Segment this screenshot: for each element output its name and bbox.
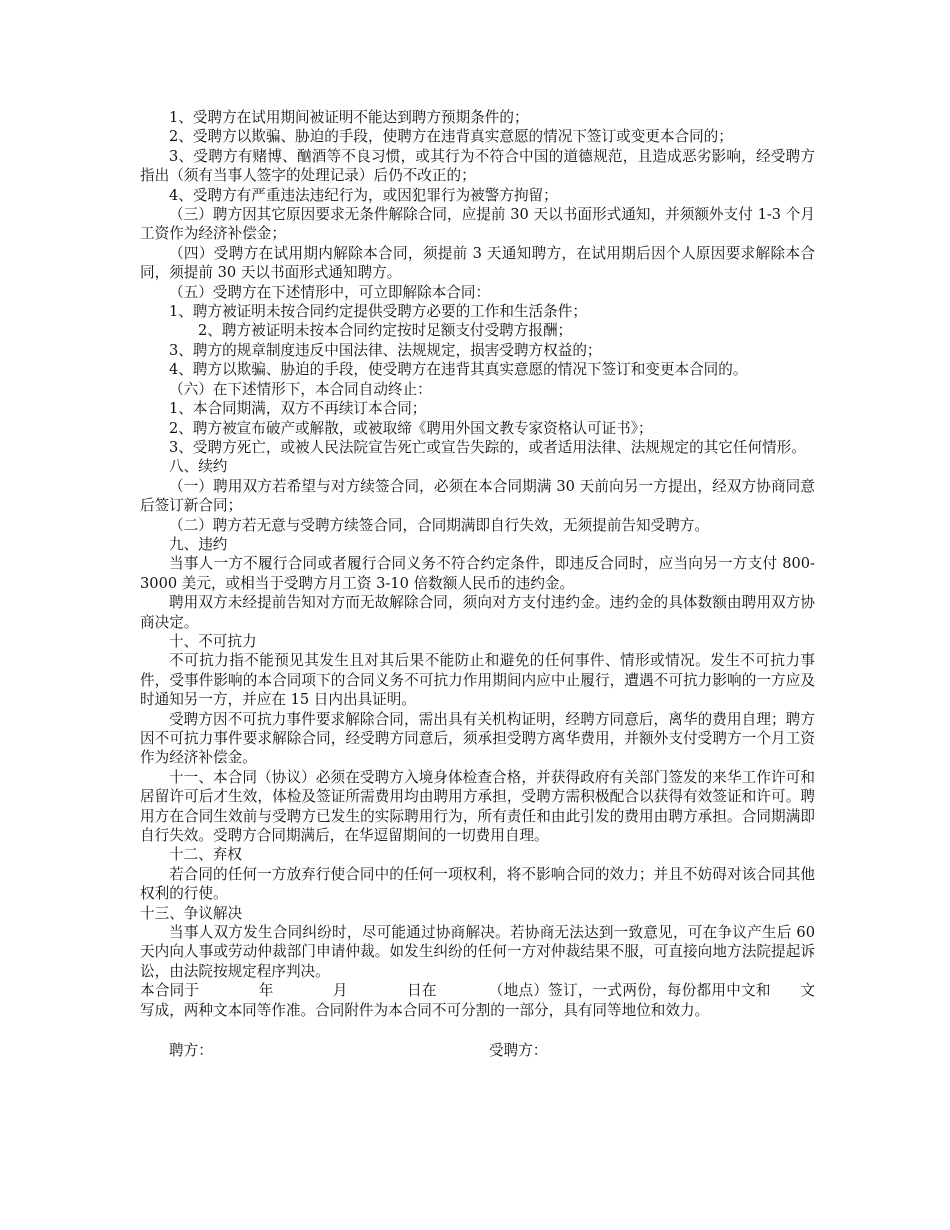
contract-paragraph: 2、聘方被宣布破产或解散，或被取缔《聘用外国文教专家资格认可证书》； (169, 419, 653, 437)
contract-paragraph: 1、聘方被证明未按合同约定提供受聘方必要的工作和生活条件； (169, 303, 587, 321)
contract-paragraph: （一）聘用双方若希望与对方续签合同，必须在本合同期满 30 天前向另一方提出，经双方协商同意后签订新合同； (140, 477, 815, 515)
contract-body (140, 108, 815, 1020)
contract-paragraph: 聘用双方未经提前告知对方而无故解除合同，须向对方支付违约金。违约金的具体数额由聘用双方协商决定。 (140, 594, 815, 631)
contract-paragraph: 2、聘方被证明未按本合同约定按时足额支付受聘方报酬； (198, 322, 573, 340)
contract-paragraph: 3、聘方的规章制度违反中国法律、法规规定，损害受聘方权益的； (169, 341, 602, 359)
contract-paragraph: 3、受聘方死亡，或被人民法院宣告死亡或宣告失踪的，或者适用法律、法规规定的其它任何情形。 (169, 438, 806, 456)
contract-paragraph: 当事人一方不履行合同或者履行合同义务不符合约定条件，即违反合同时，应当向另一方支付 800-3000 美元，或相当于受聘方月工资 3-10 倍数额人民币的违约金。 (140, 555, 815, 592)
contract-paragraph: 受聘方因不可抗力事件要求解除合同，需出具有关机构证明，经聘方同意后，离华的费用自理；聘方因不可抗力事件要求解除合同，经受聘方同意后，须承担受聘方离华费用，并额外支付受聘方一个月工资作为经济补偿金。 (140, 710, 815, 767)
contract-paragraph: （二）聘方若无意与受聘方续签合同，合同期满即自行失效，无须提前告知受聘方。 (169, 516, 709, 534)
contract-paragraph: 1、本合同期满，双方不再续订本合同； (169, 400, 427, 418)
contract-paragraph: 1、受聘方在试用期间被证明不能达到聘方预期条件的； (169, 109, 529, 126)
contract-paragraph: 十三、争议解决 (140, 904, 243, 922)
contract-paragraph: 八、续约 (169, 458, 228, 476)
contract-paragraph: 3、受聘方有赌博、酗酒等不良习惯，或其行为不符合中国的道德规范，且造成恶劣影响，经受聘方指出（须有当事人签字的处理记录）后仍不改正的； (140, 147, 815, 185)
contract-paragraph: 十一、本合同（协议）必须在受聘方入境身体检查合格，并获得政府有关部门签发的来华工作许可和居留许可后才生效，体检及签证所需费用均由聘用方承担，受聘方需积极配合以获得有效签证和许可。聘用方在合同生效前与受聘方已发生的实际聘用行为，所有责任和由此引发的费用由聘方承担。合同期满即自行失效。受聘方合同期满后，在华逗留期间的一切费用自理。 (140, 768, 815, 845)
contract-paragraph: 九、违约 (169, 535, 228, 553)
contract-paragraph: 十、不可抗力 (169, 632, 257, 650)
employer-signature-label: 聘方： (169, 1042, 213, 1060)
contract-paragraph: （六）在下述情形下，本合同自动终止： (169, 380, 432, 398)
employee-signature-label: 受聘方： (489, 1042, 548, 1060)
contract-page (140, 108, 815, 1061)
contract-paragraph: 当事人双方发生合同纠纷时，尽可能通过协商解决。若协商无法达到一致意见，可在争议产生后 60 天内向人事或劳动仲裁部门申请仲裁。如发生纠纷的任何一方对仲裁结果不服，可直接向地方法院提起诉讼，由法院按规定程序判决。 (140, 924, 815, 980)
signature-row (140, 1041, 815, 1061)
contract-paragraph: （三）聘方因其它原因要求无条件解除合同，应提前 30 天以书面形式通知，并须额外支付 1-3 个月工资作为经济补偿金； (140, 206, 815, 243)
contract-paragraph: 4、受聘方有严重违法违纪行为，或因犯罪行为被警方拘留； (169, 186, 558, 204)
contract-paragraph: 若合同的任何一方放弃行使合同中的任何一项权利，将不影响合同的效力；并且不妨碍对该合同其他权利的行使。 (140, 865, 815, 903)
contract-paragraph: 4、聘方以欺骗、胁迫的手段，使受聘方在违背其真实意愿的情况下签订和变更本合同的。 (169, 361, 748, 379)
contract-paragraph: 十二、弃权 (169, 846, 242, 864)
contract-paragraph: （四）受聘方在试用期内解除本合同，须提前 3 天通知聘方，在试用期后因个人原因要求解除本合同，须提前 30 天以书面形式通知聘方。 (140, 244, 815, 282)
contract-paragraph: （五）受聘方在下述情形中，可立即解除本合同： (169, 283, 491, 301)
contract-paragraph: 不可抗力指不能预见其发生且对其后果不能防止和避免的任何事件、情形或情况。发生不可抗力事件，受事件影响的本合同项下的合同义务不可抗力作用期间内应中止履行，遭遇不可抗力影响的一方应及时通知另一方，并应在 15 日内出具证明。 (140, 652, 815, 709)
contract-paragraph: 本合同于 年 月 日在 （地点）签订，一式两份，每份都用中文和 文写成，两种文本同等作准。合同附件为本合同不可分割的一部分，具有同等地位和效力。 (140, 982, 815, 1019)
contract-paragraph: 2、受聘方以欺骗、胁迫的手段，使聘方在违背真实意愿的情况下签订或变更本合同的； (169, 128, 733, 146)
